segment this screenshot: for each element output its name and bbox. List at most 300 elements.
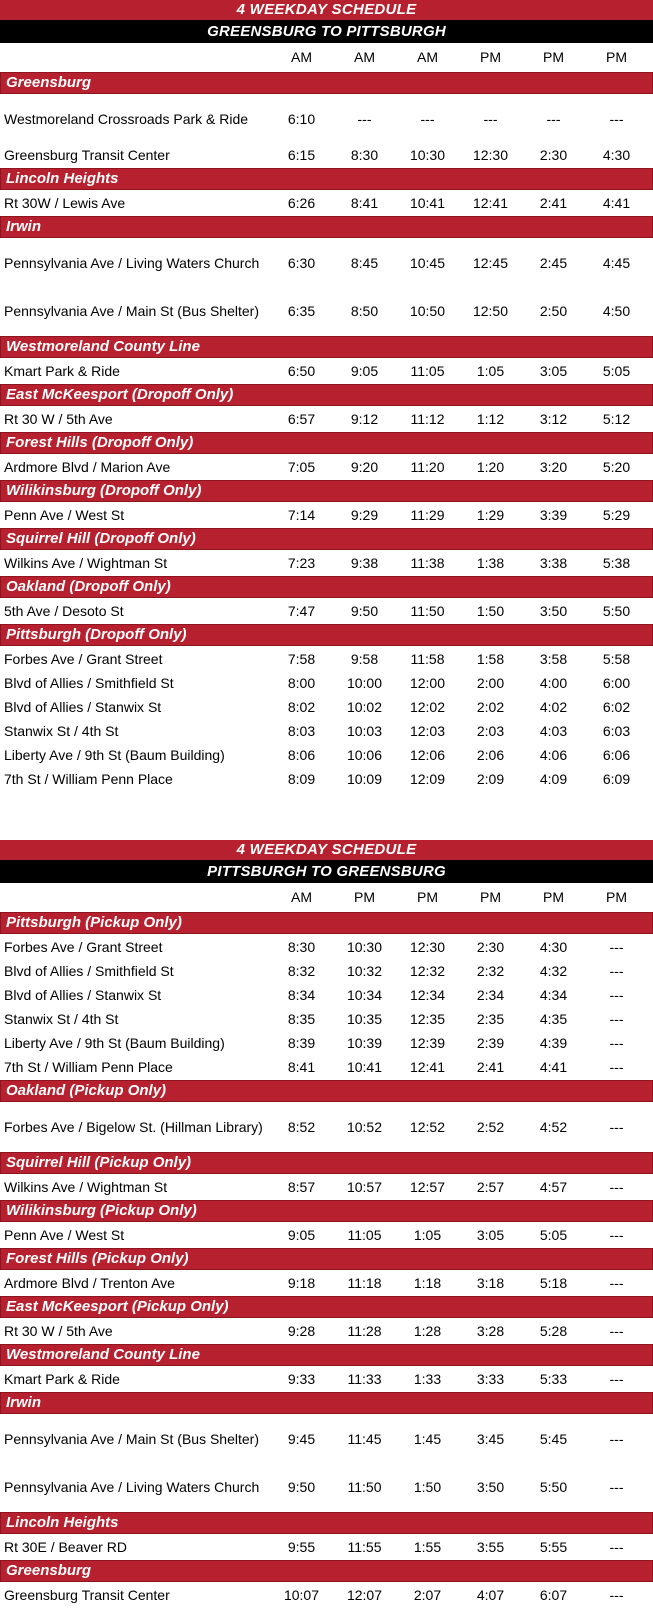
departure-time: 7:47 xyxy=(287,603,316,619)
schedule-greensburg-to-pittsburgh xyxy=(0,0,653,791)
schedule-title: 4 WEEKDAY SCHEDULE xyxy=(0,840,653,860)
period-cell: AM xyxy=(354,49,375,65)
stop-name: Ardmore Blvd / Trenton Ave xyxy=(4,1275,175,1291)
area-header: Westmoreland County Line xyxy=(0,335,653,359)
period-cell: PM xyxy=(417,889,438,905)
stop-row xyxy=(0,191,653,215)
departure-time: 5:29 xyxy=(602,507,631,523)
departure-time: 8:06 xyxy=(287,747,316,763)
departure-time: 10:41 xyxy=(409,195,446,211)
stop-name: 7th St / William Penn Place xyxy=(4,771,173,787)
period-cell: PM xyxy=(354,889,375,905)
stop-row xyxy=(0,1223,653,1247)
departure-time: 12:45 xyxy=(472,255,509,271)
departure-time: 1:50 xyxy=(413,1479,442,1495)
stop-row xyxy=(0,1007,653,1031)
departure-time: 12:02 xyxy=(409,699,446,715)
stop-row xyxy=(0,1415,653,1463)
area-header: Forest Hills (Pickup Only) xyxy=(0,1247,653,1271)
departure-time: 5:20 xyxy=(602,459,631,475)
departure-time: 12:06 xyxy=(409,747,446,763)
stop-row xyxy=(0,1271,653,1295)
stop-name: Rt 30E / Beaver RD xyxy=(4,1539,127,1555)
departure-time: 10:52 xyxy=(346,1119,383,1135)
departure-time: 11:18 xyxy=(347,1275,382,1291)
area-header: Westmoreland County Line xyxy=(0,1343,653,1367)
departure-time: 2:45 xyxy=(539,255,568,271)
departure-time: 8:41 xyxy=(287,1059,316,1075)
departure-time: 9:18 xyxy=(287,1275,316,1291)
departure-time: 6:06 xyxy=(602,747,631,763)
departure-time: 3:55 xyxy=(476,1539,505,1555)
departure-time: 3:20 xyxy=(539,459,568,475)
departure-time: 10:39 xyxy=(346,1035,383,1051)
period-cell: PM xyxy=(480,889,501,905)
departure-time: 4:50 xyxy=(602,303,631,319)
stop-name: Stanwix St / 4th St xyxy=(4,723,119,739)
departure-time: 9:50 xyxy=(287,1479,316,1495)
departure-time: 5:18 xyxy=(539,1275,568,1291)
departure-time: --- xyxy=(609,1227,624,1243)
departure-time: 9:50 xyxy=(350,603,379,619)
departure-time: 10:41 xyxy=(346,1059,383,1075)
departure-time: 4:06 xyxy=(539,747,568,763)
departure-time: 1:29 xyxy=(476,507,505,523)
departure-time: 8:32 xyxy=(287,963,316,979)
departure-time: 1:33 xyxy=(413,1371,442,1387)
departure-time: 8:35 xyxy=(287,1011,316,1027)
stop-name: Wilkins Ave / Wightman St xyxy=(4,555,168,571)
stop-row xyxy=(0,647,653,671)
departure-time: 6:15 xyxy=(287,147,316,163)
area-header: Wilikinsburg (Dropoff Only) xyxy=(0,479,653,503)
stop-name: Rt 30W / Lewis Ave xyxy=(4,195,126,211)
departure-time: 6:10 xyxy=(287,111,316,127)
departure-time: 4:52 xyxy=(539,1119,568,1135)
stop-name: Rt 30 W / 5th Ave xyxy=(4,411,113,427)
departure-time: 1:28 xyxy=(413,1323,442,1339)
departure-time: 4:35 xyxy=(539,1011,568,1027)
departure-time: 1:18 xyxy=(413,1275,442,1291)
departure-time: 12:30 xyxy=(472,147,509,163)
departure-time: 8:03 xyxy=(287,723,316,739)
departure-time: 6:00 xyxy=(602,675,631,691)
stop-name: Wilkins Ave / Wightman St xyxy=(4,1179,168,1195)
departure-time: 1:12 xyxy=(476,411,505,427)
period-cell: PM xyxy=(480,49,501,65)
departure-time: 8:09 xyxy=(287,771,316,787)
departure-time: 12:52 xyxy=(409,1119,446,1135)
departure-time: --- xyxy=(609,111,624,127)
departure-time: 10:50 xyxy=(409,303,446,319)
departure-time: 2:00 xyxy=(476,675,505,691)
departure-time: 9:20 xyxy=(350,459,379,475)
departure-time: 10:09 xyxy=(346,771,383,787)
stop-row xyxy=(0,1319,653,1343)
departure-time: 2:41 xyxy=(539,195,568,211)
stop-name: Liberty Ave / 9th St (Baum Building) xyxy=(4,747,225,763)
departure-time: 8:00 xyxy=(287,675,316,691)
stop-name: 7th St / William Penn Place xyxy=(4,1059,173,1075)
area-header: East McKeesport (Pickup Only) xyxy=(0,1295,653,1319)
stop-name: Blvd of Allies / Smithfield St xyxy=(4,963,174,979)
departure-time: 8:45 xyxy=(350,255,379,271)
departure-time: 4:32 xyxy=(539,963,568,979)
departure-time: --- xyxy=(609,1371,624,1387)
stop-row xyxy=(0,359,653,383)
period-cell: PM xyxy=(606,49,627,65)
departure-time: 8:50 xyxy=(350,303,379,319)
departure-time: 11:28 xyxy=(347,1323,382,1339)
stop-name: Pennsylvania Ave / Living Waters Church xyxy=(4,255,260,271)
departure-time: 7:58 xyxy=(287,651,316,667)
departure-time: 7:14 xyxy=(287,507,316,523)
departure-time: 2:02 xyxy=(476,699,505,715)
stop-row xyxy=(0,1055,653,1079)
stop-row xyxy=(0,767,653,791)
departure-time: 3:05 xyxy=(476,1227,505,1243)
departure-time: 6:30 xyxy=(287,255,316,271)
stop-row xyxy=(0,959,653,983)
area-header: Lincoln Heights xyxy=(0,1511,653,1535)
departure-time: 2:07 xyxy=(413,1587,442,1603)
departure-time: 12:03 xyxy=(409,723,446,739)
area-header: Greensburg xyxy=(0,71,653,95)
departure-time: 5:38 xyxy=(602,555,631,571)
departure-time: --- xyxy=(546,111,561,127)
departure-time: 5:28 xyxy=(539,1323,568,1339)
period-cell: AM xyxy=(417,49,438,65)
departure-time: 3:50 xyxy=(476,1479,505,1495)
period-cell: AM xyxy=(291,889,312,905)
departure-time: 4:41 xyxy=(539,1059,568,1075)
departure-time: 12:57 xyxy=(409,1179,446,1195)
departure-time: 4:57 xyxy=(539,1179,568,1195)
departure-time: 12:50 xyxy=(472,303,509,319)
departure-time: 8:39 xyxy=(287,1035,316,1051)
departure-time: 8:41 xyxy=(350,195,379,211)
departure-time: 3:45 xyxy=(476,1431,505,1447)
departure-time: 6:09 xyxy=(602,771,631,787)
departure-time: 5:05 xyxy=(539,1227,568,1243)
departure-time: 9:05 xyxy=(350,363,379,379)
stop-name: Pennsylvania Ave / Living Waters Church xyxy=(4,1479,260,1495)
departure-time: 8:02 xyxy=(287,699,316,715)
stop-name: Blvd of Allies / Stanwix St xyxy=(4,699,162,715)
departure-time: 1:50 xyxy=(476,603,505,619)
schedule-sections xyxy=(0,71,653,791)
departure-time: 12:35 xyxy=(409,1011,446,1027)
stop-name: Penn Ave / West St xyxy=(4,1227,125,1243)
stop-row xyxy=(0,407,653,431)
departure-time: --- xyxy=(357,111,372,127)
departure-time: 6:35 xyxy=(287,303,316,319)
departure-time: 10:34 xyxy=(346,987,383,1003)
departure-time: 6:03 xyxy=(602,723,631,739)
departure-time: 4:09 xyxy=(539,771,568,787)
departure-time: 3:33 xyxy=(476,1371,505,1387)
departure-time: 11:58 xyxy=(410,651,445,667)
departure-time: 10:35 xyxy=(346,1011,383,1027)
departure-time: 3:39 xyxy=(539,507,568,523)
stop-name: Penn Ave / West St xyxy=(4,507,125,523)
departure-time: 11:38 xyxy=(410,555,445,571)
departure-time: 6:07 xyxy=(539,1587,568,1603)
departure-time: 10:02 xyxy=(346,699,383,715)
area-header: East McKeesport (Dropoff Only) xyxy=(0,383,653,407)
departure-time: 9:28 xyxy=(287,1323,316,1339)
stop-name: Blvd of Allies / Smithfield St xyxy=(4,675,174,691)
departure-time: 9:55 xyxy=(287,1539,316,1555)
departure-time: 9:12 xyxy=(350,411,379,427)
departure-time: 4:45 xyxy=(602,255,631,271)
stop-row xyxy=(0,935,653,959)
departure-time: 4:34 xyxy=(539,987,568,1003)
departure-time: 12:00 xyxy=(409,675,446,691)
departure-time: 3:12 xyxy=(539,411,568,427)
departure-time: 12:07 xyxy=(346,1587,383,1603)
departure-time: --- xyxy=(609,1431,624,1447)
departure-time: 11:50 xyxy=(347,1479,382,1495)
schedule-sections xyxy=(0,911,653,1607)
departure-time: 12:39 xyxy=(409,1035,446,1051)
departure-time: 12:32 xyxy=(409,963,446,979)
departure-time: 1:05 xyxy=(413,1227,442,1243)
stop-row xyxy=(0,1031,653,1055)
departure-time: --- xyxy=(609,1035,624,1051)
departure-time: 8:57 xyxy=(287,1179,316,1195)
departure-time: 2:39 xyxy=(476,1035,505,1051)
stop-row xyxy=(0,503,653,527)
departure-time: 5:58 xyxy=(602,651,631,667)
departure-time: 5:33 xyxy=(539,1371,568,1387)
departure-time: 9:58 xyxy=(350,651,379,667)
departure-time: 12:41 xyxy=(409,1059,446,1075)
departure-time: 11:50 xyxy=(410,603,445,619)
departure-time: 3:38 xyxy=(539,555,568,571)
departure-time: 1:45 xyxy=(413,1431,442,1447)
departure-time: 6:57 xyxy=(287,411,316,427)
departure-time: --- xyxy=(609,1179,624,1195)
departure-time: 10:30 xyxy=(346,939,383,955)
departure-time: 3:05 xyxy=(539,363,568,379)
departure-time: 3:28 xyxy=(476,1323,505,1339)
stop-name: Forbes Ave / Bigelow St. (Hillman Library) xyxy=(4,1119,263,1135)
area-header: Irwin xyxy=(0,215,653,239)
stop-row xyxy=(0,1535,653,1559)
stop-row xyxy=(0,95,653,143)
stop-row xyxy=(0,143,653,167)
departure-time: 11:20 xyxy=(410,459,445,475)
period-cell: PM xyxy=(606,889,627,905)
departure-time: 2:09 xyxy=(476,771,505,787)
departure-time: 2:30 xyxy=(539,147,568,163)
departure-time: 3:50 xyxy=(539,603,568,619)
departure-time: --- xyxy=(609,1323,624,1339)
stop-name: Forbes Ave / Grant Street xyxy=(4,939,163,955)
departure-time: 3:58 xyxy=(539,651,568,667)
departure-time: 2:06 xyxy=(476,747,505,763)
departure-time: 10:03 xyxy=(346,723,383,739)
departure-time: 4:03 xyxy=(539,723,568,739)
departure-time: 2:03 xyxy=(476,723,505,739)
departure-time: 11:29 xyxy=(410,507,445,523)
departure-time: 9:38 xyxy=(350,555,379,571)
stop-row xyxy=(0,671,653,695)
stop-row xyxy=(0,287,653,335)
departure-time: 11:33 xyxy=(347,1371,382,1387)
departure-time: 5:12 xyxy=(602,411,631,427)
area-header: Oakland (Pickup Only) xyxy=(0,1079,653,1103)
departure-time: --- xyxy=(609,963,624,979)
stop-row xyxy=(0,1463,653,1511)
departure-time: 10:00 xyxy=(346,675,383,691)
departure-time: 2:57 xyxy=(476,1179,505,1195)
departure-time: 7:23 xyxy=(287,555,316,571)
departure-time: --- xyxy=(609,1119,624,1135)
area-header: Oakland (Dropoff Only) xyxy=(0,575,653,599)
area-header: Squirrel Hill (Dropoff Only) xyxy=(0,527,653,551)
stop-row xyxy=(0,551,653,575)
departure-time: 10:57 xyxy=(346,1179,383,1195)
period-header-row xyxy=(0,883,653,911)
departure-time: 11:45 xyxy=(347,1431,382,1447)
stop-row xyxy=(0,599,653,623)
departure-time: 10:32 xyxy=(346,963,383,979)
stop-name: Greensburg Transit Center xyxy=(4,147,170,163)
stop-row xyxy=(0,1175,653,1199)
departure-time: 10:45 xyxy=(409,255,446,271)
departure-time: 1:38 xyxy=(476,555,505,571)
departure-time: 4:41 xyxy=(602,195,631,211)
departure-time: 10:30 xyxy=(409,147,446,163)
stop-name: Kmart Park & Ride xyxy=(4,363,120,379)
schedule-pittsburgh-to-greensburg xyxy=(0,840,653,1607)
departure-time: 1:20 xyxy=(476,459,505,475)
stop-name: 5th Ave / Desoto St xyxy=(4,603,124,619)
departure-time: --- xyxy=(609,1275,624,1291)
departure-time: 8:34 xyxy=(287,987,316,1003)
departure-time: 4:02 xyxy=(539,699,568,715)
departure-time: 12:30 xyxy=(409,939,446,955)
departure-time: 7:05 xyxy=(287,459,316,475)
area-header: Pittsburgh (Pickup Only) xyxy=(0,911,653,935)
departure-time: 4:30 xyxy=(539,939,568,955)
area-header: Forest Hills (Dropoff Only) xyxy=(0,431,653,455)
departure-time: 11:55 xyxy=(347,1539,382,1555)
departure-time: 5:05 xyxy=(602,363,631,379)
schedule-direction: PITTSBURGH TO GREENSBURG xyxy=(0,860,653,883)
departure-time: 4:07 xyxy=(476,1587,505,1603)
departure-time: --- xyxy=(483,111,498,127)
departure-time: --- xyxy=(420,111,435,127)
stop-row xyxy=(0,719,653,743)
departure-time: 11:12 xyxy=(410,411,445,427)
departure-time: 1:58 xyxy=(476,651,505,667)
departure-time: 5:50 xyxy=(602,603,631,619)
departure-time: 5:50 xyxy=(539,1479,568,1495)
departure-time: 5:55 xyxy=(539,1539,568,1555)
stop-name: Greensburg Transit Center xyxy=(4,1587,170,1603)
departure-time: 2:30 xyxy=(476,939,505,955)
departure-time: 11:05 xyxy=(410,363,445,379)
stop-name: Liberty Ave / 9th St (Baum Building) xyxy=(4,1035,225,1051)
area-header: Lincoln Heights xyxy=(0,167,653,191)
departure-time: 8:30 xyxy=(350,147,379,163)
period-cell: AM xyxy=(291,49,312,65)
departure-time: 2:35 xyxy=(476,1011,505,1027)
departure-time: 12:09 xyxy=(409,771,446,787)
departure-time: 2:41 xyxy=(476,1059,505,1075)
stop-row xyxy=(0,239,653,287)
departure-time: 8:30 xyxy=(287,939,316,955)
departure-time: 11:05 xyxy=(347,1227,382,1243)
departure-time: 1:55 xyxy=(413,1539,442,1555)
departure-time: 9:05 xyxy=(287,1227,316,1243)
departure-time: 9:45 xyxy=(287,1431,316,1447)
period-cell: PM xyxy=(543,49,564,65)
departure-time: --- xyxy=(609,939,624,955)
stop-name: Stanwix St / 4th St xyxy=(4,1011,119,1027)
departure-time: 12:41 xyxy=(472,195,509,211)
stop-name: Blvd of Allies / Stanwix St xyxy=(4,987,162,1003)
departure-time: 6:26 xyxy=(287,195,316,211)
area-header: Wilikinsburg (Pickup Only) xyxy=(0,1199,653,1223)
departure-time: 2:50 xyxy=(539,303,568,319)
area-header: Greensburg xyxy=(0,1559,653,1583)
stop-row xyxy=(0,743,653,767)
departure-time: 1:05 xyxy=(476,363,505,379)
stop-row xyxy=(0,1103,653,1151)
departure-time: 10:07 xyxy=(283,1587,320,1603)
departure-time: 4:39 xyxy=(539,1035,568,1051)
departure-time: --- xyxy=(609,1059,624,1075)
stop-row xyxy=(0,1367,653,1391)
schedule-title: 4 WEEKDAY SCHEDULE xyxy=(0,0,653,20)
departure-time: --- xyxy=(609,1539,624,1555)
stop-row xyxy=(0,455,653,479)
departure-time: 8:52 xyxy=(287,1119,316,1135)
stop-name: Kmart Park & Ride xyxy=(4,1371,120,1387)
stop-name: Ardmore Blvd / Marion Ave xyxy=(4,459,171,475)
stop-row xyxy=(0,983,653,1007)
departure-time: 4:30 xyxy=(602,147,631,163)
departure-time: --- xyxy=(609,1587,624,1603)
period-header-row xyxy=(0,43,653,71)
stop-row xyxy=(0,695,653,719)
stop-name: Pennsylvania Ave / Main St (Bus Shelter) xyxy=(4,1431,259,1447)
area-header: Pittsburgh (Dropoff Only) xyxy=(0,623,653,647)
departure-time: 2:34 xyxy=(476,987,505,1003)
area-header: Irwin xyxy=(0,1391,653,1415)
schedule-direction: GREENSBURG TO PITTSBURGH xyxy=(0,20,653,43)
area-header: Squirrel Hill (Pickup Only) xyxy=(0,1151,653,1175)
departure-time: 2:52 xyxy=(476,1119,505,1135)
departure-time: --- xyxy=(609,987,624,1003)
departure-time: 4:00 xyxy=(539,675,568,691)
stop-name: Forbes Ave / Grant Street xyxy=(4,651,163,667)
departure-time: --- xyxy=(609,1011,624,1027)
stop-name: Pennsylvania Ave / Main St (Bus Shelter) xyxy=(4,303,259,319)
period-cell: PM xyxy=(543,889,564,905)
departure-time: 9:33 xyxy=(287,1371,316,1387)
departure-time: 10:06 xyxy=(346,747,383,763)
departure-time: --- xyxy=(609,1479,624,1495)
stop-name: Rt 30 W / 5th Ave xyxy=(4,1323,113,1339)
departure-time: 5:45 xyxy=(539,1431,568,1447)
departure-time: 6:50 xyxy=(287,363,316,379)
departure-time: 6:02 xyxy=(602,699,631,715)
